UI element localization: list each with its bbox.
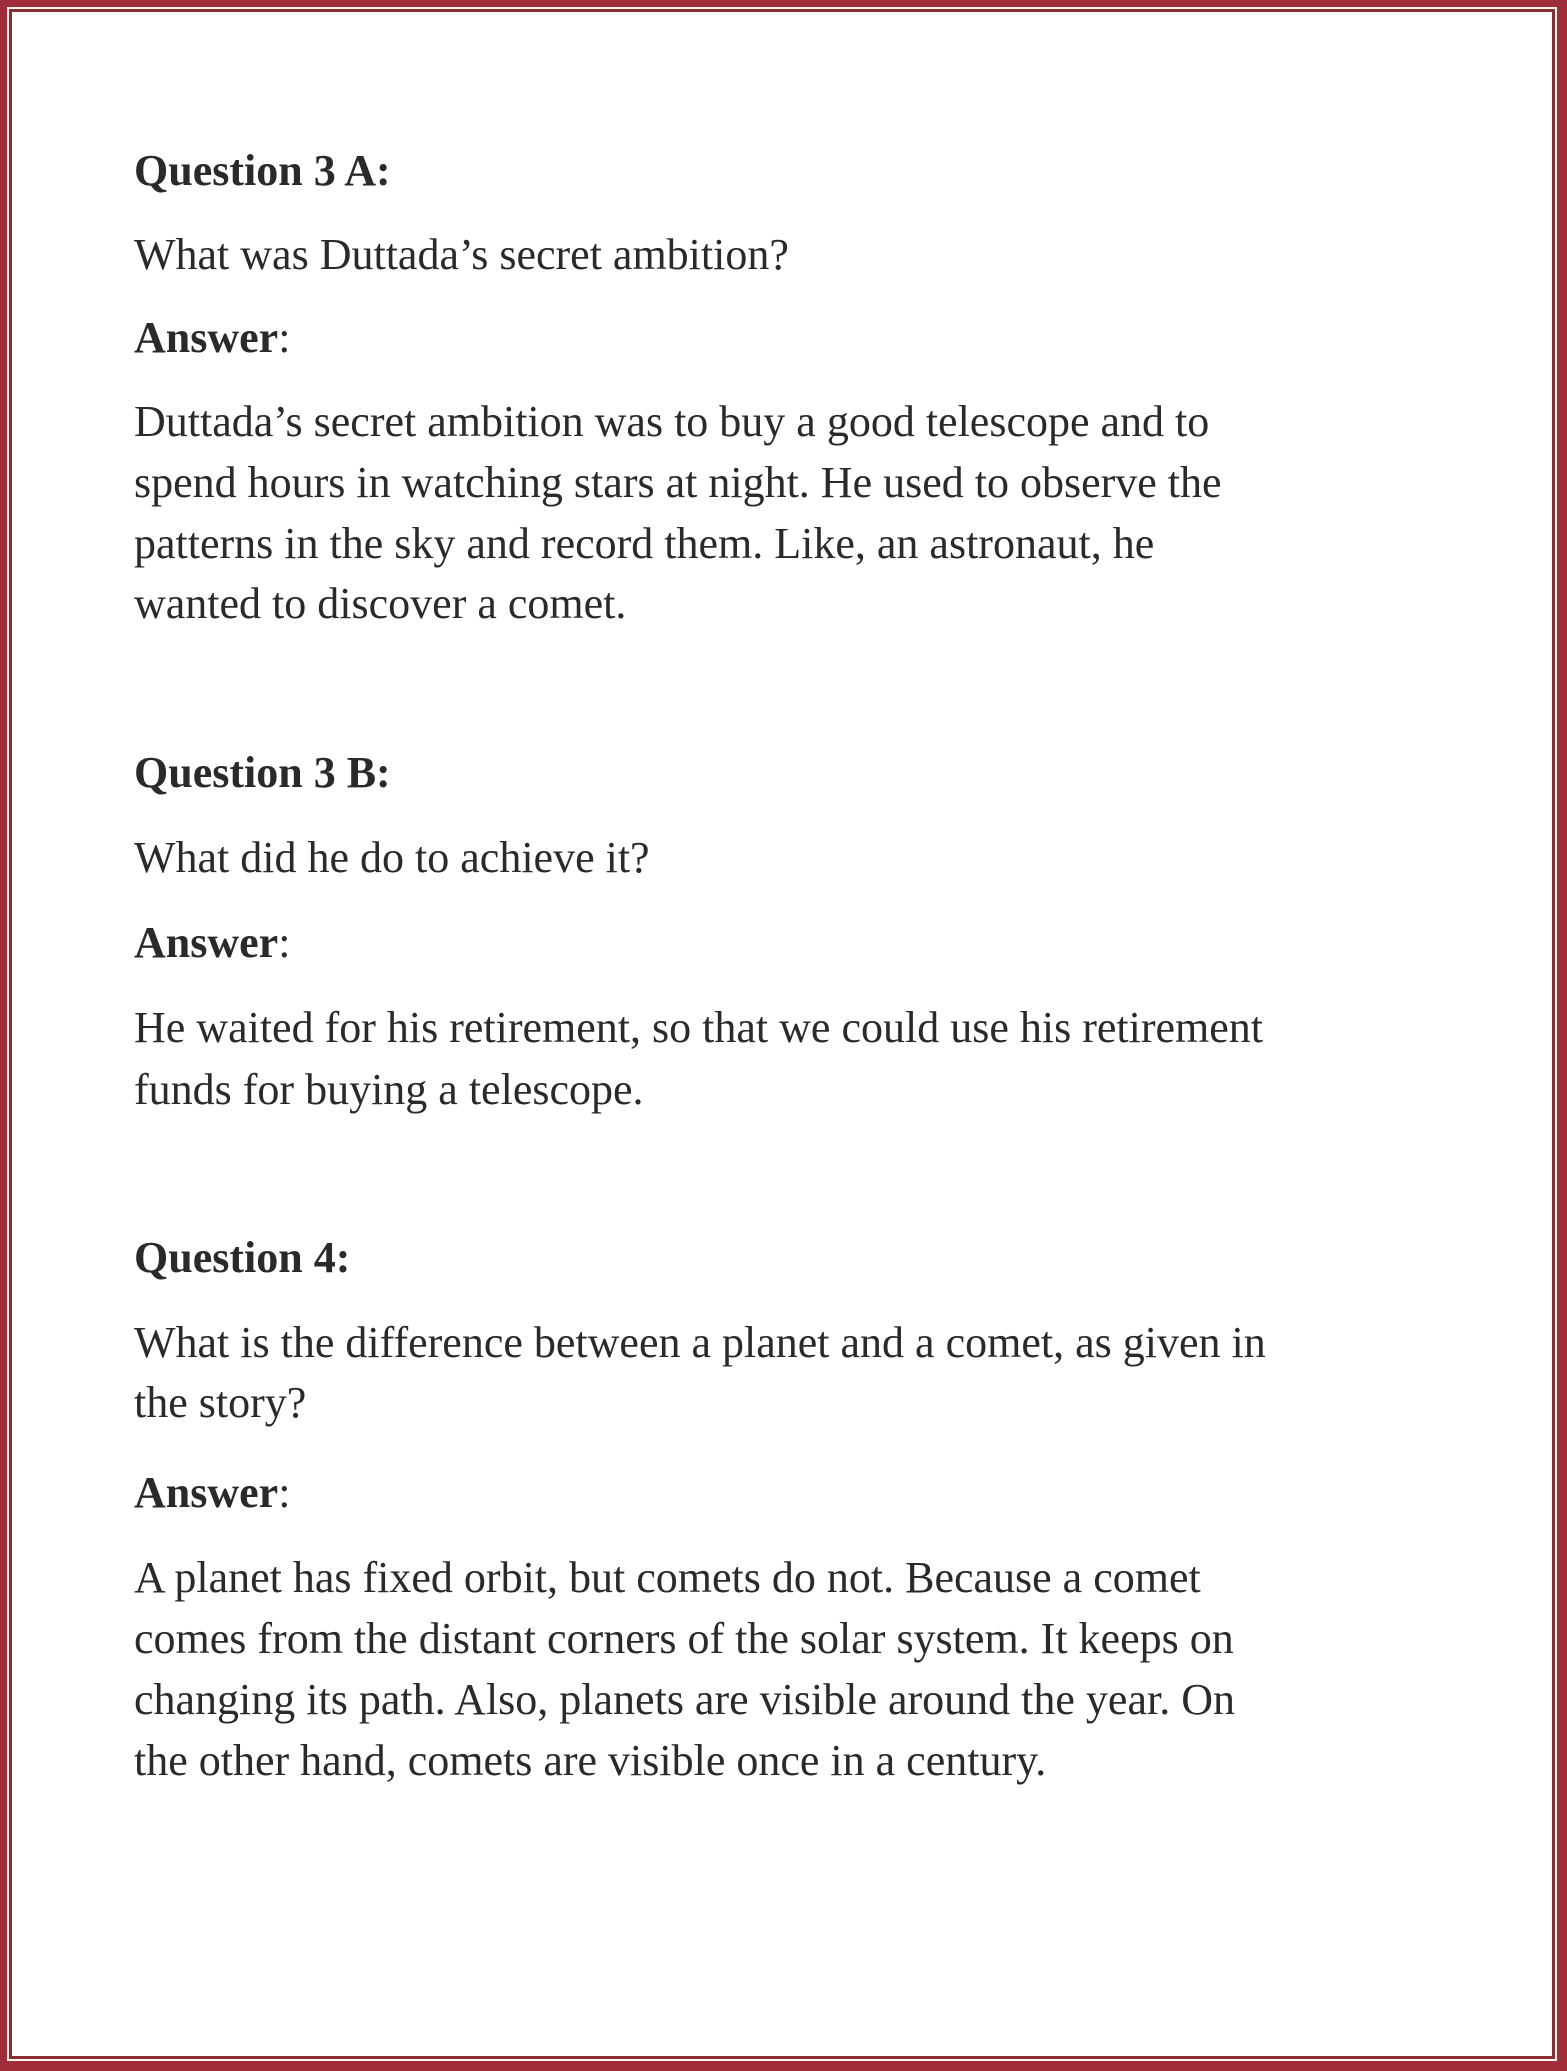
- question-heading: Question 3 A:: [134, 146, 391, 195]
- answer-text-line: changing its path. Also, planets are visible around the year. On: [134, 1675, 1235, 1724]
- answer-label-row: [134, 918, 291, 967]
- answer-text-line: comes from the distant corners of the solar system. It keeps on: [134, 1614, 1234, 1663]
- answer-text-line: wanted to discover a comet.: [134, 579, 627, 628]
- answer-text-line: funds for buying a telescope.: [134, 1065, 644, 1114]
- question-heading: Question 4:: [134, 1233, 351, 1282]
- answer-label: Answer: [134, 313, 279, 362]
- answer-label-row: [134, 313, 291, 362]
- question-text: the story?: [134, 1378, 307, 1427]
- question-text: What was Duttada’s secret ambition?: [134, 230, 789, 279]
- answer-label-row: [134, 1468, 291, 1517]
- answer-text-line: the other hand, comets are visible once in a century.: [134, 1736, 1047, 1785]
- question-heading: Question 3 B:: [134, 748, 391, 797]
- answer-colon: :: [278, 313, 291, 362]
- answer-text-line: Duttada’s secret ambition was to buy a good telescope and to: [134, 397, 1210, 446]
- answer-label: Answer: [134, 1468, 279, 1517]
- answer-label: Answer: [134, 918, 279, 967]
- answer-text-line: A planet has fixed orbit, but comets do not. Because a comet: [134, 1553, 1201, 1602]
- answer-colon: :: [278, 918, 291, 967]
- answer-text-line: He waited for his retirement, so that we could use his retirement: [134, 1003, 1263, 1052]
- question-text: What did he do to achieve it?: [134, 833, 650, 882]
- answer-colon: :: [278, 1468, 291, 1517]
- answer-text-line: spend hours in watching stars at night. He used to observe the: [134, 458, 1222, 507]
- answer-text-line: patterns in the sky and record them. Like, an astronaut, he: [134, 519, 1155, 568]
- question-text: What is the difference between a planet and a comet, as given in: [134, 1318, 1266, 1367]
